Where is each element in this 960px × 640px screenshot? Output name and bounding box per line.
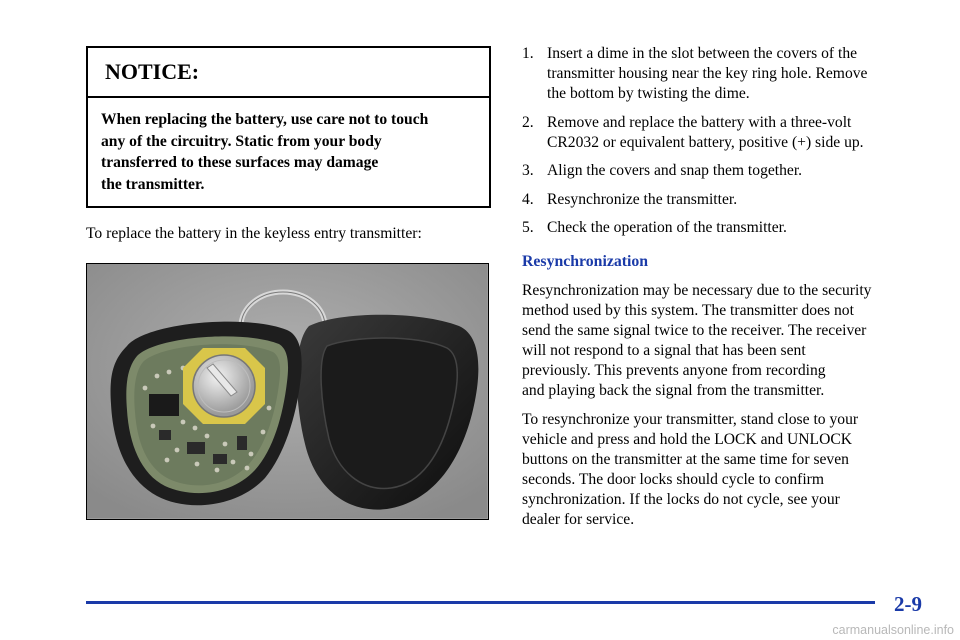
watermark: carmanualsonline.info bbox=[832, 623, 954, 637]
step-number: 3. bbox=[522, 162, 534, 179]
step-line: Remove and replace the battery with a three-volt bbox=[547, 113, 852, 131]
notice-box bbox=[86, 46, 491, 208]
transmitter-illustration bbox=[87, 264, 487, 518]
step-line: the bottom by twisting the dime. bbox=[547, 85, 750, 102]
paragraph-line: previously. This prevents anyone from recording bbox=[522, 362, 826, 379]
section-heading: Resynchronization bbox=[522, 253, 649, 270]
step-item bbox=[522, 218, 922, 238]
step-item bbox=[522, 44, 922, 104]
intro-text: To replace the battery in the keyless entry transmitter: bbox=[86, 225, 422, 242]
paragraph-line: send the same signal twice to the receiver. The receiver bbox=[522, 322, 867, 339]
transmitter-photo bbox=[86, 263, 489, 520]
footer-rule bbox=[86, 601, 875, 604]
step-number: 2. bbox=[522, 113, 534, 131]
paragraph bbox=[522, 281, 922, 401]
paragraph-line: Resynchronization may be necessary due to the security bbox=[522, 282, 872, 299]
step-number: 5. bbox=[522, 219, 534, 236]
paragraph-line: method used by this system. The transmitter does not bbox=[522, 302, 854, 319]
right-column bbox=[522, 44, 922, 539]
paragraph-line: seconds. The door locks should cycle to confirm bbox=[522, 471, 824, 488]
replacement-steps bbox=[522, 44, 922, 238]
notice-line: transferred to these surfaces may damage bbox=[101, 154, 379, 171]
paragraph-line: To resynchronize your transmitter, stand close to your bbox=[522, 411, 859, 428]
page-number: 2-9 bbox=[894, 592, 922, 616]
step-line: Resynchronize the transmitter. bbox=[547, 190, 738, 208]
paragraph bbox=[522, 410, 922, 530]
notice-line: When replacing the battery, use care not to touch bbox=[101, 111, 429, 128]
notice-title: NOTICE: bbox=[88, 48, 489, 98]
step-number: 4. bbox=[522, 190, 534, 208]
paragraph-line: buttons on the transmitter at the same time for seven bbox=[522, 451, 849, 468]
step-item bbox=[522, 113, 922, 153]
step-line: CR2032 or equivalent battery, positive (+) side up. bbox=[547, 133, 864, 151]
notice-line: any of the circuitry. Static from your body bbox=[101, 132, 382, 150]
notice-line: the transmitter. bbox=[101, 175, 205, 193]
paragraph-line: will not respond to a signal that has been sent bbox=[522, 342, 806, 359]
left-column bbox=[86, 46, 491, 242]
paragraph-line: dealer for service. bbox=[522, 511, 635, 528]
step-line: Insert a dime in the slot between the covers of the bbox=[547, 45, 858, 62]
paragraph-line: and playing back the signal from the transmitter. bbox=[522, 382, 825, 399]
step-number: 1. bbox=[522, 45, 534, 62]
notice-text bbox=[88, 98, 489, 206]
step-item bbox=[522, 190, 922, 210]
step-line: Check the operation of the transmitter. bbox=[547, 219, 787, 236]
step-line: Align the covers and snap them together. bbox=[547, 162, 803, 179]
paragraph-line: synchronization. If the locks do not cycle, see your bbox=[522, 491, 840, 508]
step-line: transmitter housing near the key ring hole. Remove bbox=[547, 65, 868, 82]
paragraph-line: vehicle and press and hold the LOCK and UNLOCK bbox=[522, 431, 852, 448]
step-item bbox=[522, 161, 922, 181]
